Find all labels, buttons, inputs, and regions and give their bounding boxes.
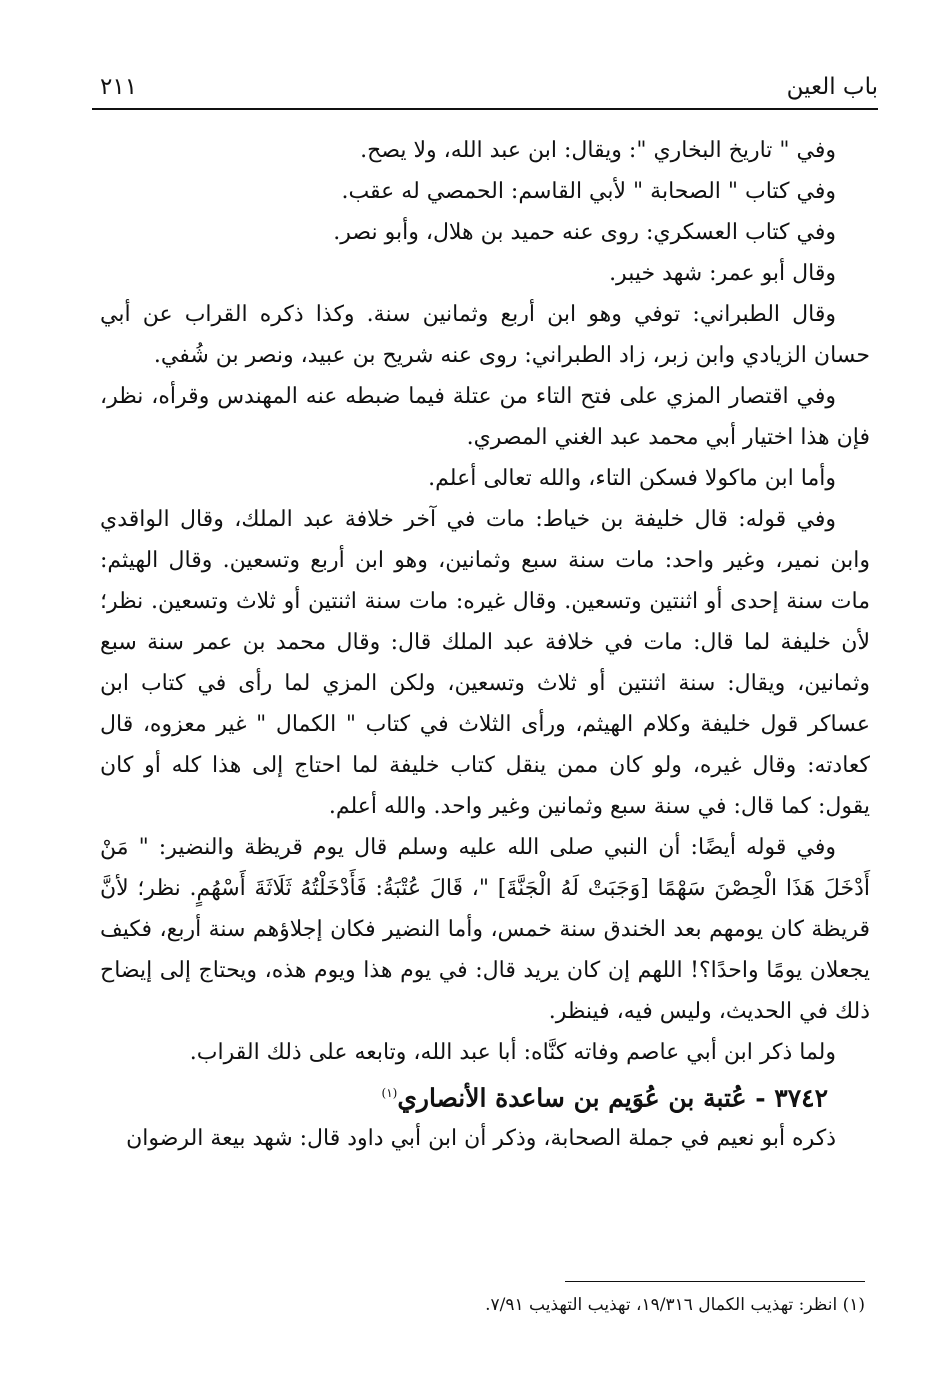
paragraph: وقال أبو عمر: شهد خيبر.: [609, 261, 836, 286]
footnote-divider: [565, 1281, 865, 1282]
page-number: ٢١١: [100, 74, 138, 100]
page-header: [92, 66, 878, 110]
main-text: [100, 130, 870, 1159]
entry-text: ذكره أبو نعيم في جملة الصحابة، وذكر أن ابن أبي داود قال: شهد بيعة الرضوان: [126, 1126, 836, 1152]
paragraph: وفي كتاب " الصحابة " لأبي القاسم: الحمصي له عقب.: [341, 179, 836, 204]
paragraph: وفي قوله أيضًا: أن النبي صلى الله عليه وسلم قال يوم قريظة والنضير: " مَنْ أَدْخَلَ هَذَا الْحِصْنَ سَهْمًا [وَجَبَتْ لَهُ الْجَنَّةَ] "، قَالَ عُتْبَةُ: فَأَدْخَلْتُهُ ثَلَاثَةَ أَسْهُمٍ. نظر؛ لأنَّ قريظة كان يومهم بعد الخندق سنة خمس، وأما النضير فكان إجلاؤهم سنة أربع، فكيف يجعلان يومًا واحدًا؟! اللهم إن كان يريد قال: في يوم هذا ويوم هذه، ويحتاج إلى إيضاح ذلك في الحديث، وليس فيه، فينظر.: [100, 835, 870, 1024]
paragraph: وفي كتاب العسكري: روى عنه حميد بن هلال، وأبو نصر.: [333, 220, 836, 245]
entry-title: ٣٧٤٢ - عُتبة بن عُوَيم بن ساعدة الأنصاري: [397, 1083, 828, 1113]
section-title: باب العين: [786, 74, 878, 100]
footnote-marker[interactable]: (١): [381, 1086, 398, 1100]
paragraph: وفي " تاريخ البخاري ": ويقال: ابن عبد الله، ولا يصح.: [360, 138, 836, 163]
paragraph: وقال الطبراني: توفي وهو ابن أربع وثمانين سنة. وكذا ذكره القراب عن أبي حسان الزيادي وابن زبر، زاد الطبراني: روى عنه شريح بن عبيد، ونصر بن شُفي.: [100, 302, 870, 368]
paragraph: ولما ذكر ابن أبي عاصم وفاته كنَّاه: أبا عبد الله، وتابعه على ذلك القراب.: [189, 1040, 836, 1065]
paragraph: وفي اقتصار المزي على فتح التاء من عتلة فيما ضبطه عنه المهندس وقرأه، نظر، فإن هذا اختيار أبي محمد عبد الغني المصري.: [100, 384, 870, 450]
entry-heading: [100, 1073, 870, 1118]
paragraph: وأما ابن ماكولا فسكن التاء، والله تعالى أعلم.: [428, 466, 836, 491]
paragraph: وفي قوله: قال خليفة بن خياط: مات في آخر خلافة عبد الملك، وقال الواقدي وابن نمير، وغير واحد: مات سنة سبع وثمانين، وهو ابن أربع وتسعين. وقال الهيثم: مات سنة إحدى أو اثنتين وتسعين. وقال غيره: مات سنة اثنتين أو ثلاث وتسعين. نظر؛ لأن خليفة لما قال: مات في خلافة عبد الملك قال: وقال محمد بن عمر سنة سبع وثمانين، ويقال: سنة اثنتين أو ثلاث وتسعين، ولكن المزي لما رأى في كتاب ابن عساكر قول خليفة وكلام الهيثم، ورأى الثلاث في كتاب " الكمال " غير معزوه، قال كعادته: وقال غيره، ولو كان ممن ينقل كتاب خليفة لما احتاج إلى هذا كله أو كان يقول: كما قال: في سنة سبع وثمانين وغير واحد. والله أعلم.: [100, 507, 870, 819]
footnote: (١) انظر: تهذيب الكمال ١٩/٣١٦، تهذيب التهذيب ٧/٩١.: [485, 1295, 865, 1315]
